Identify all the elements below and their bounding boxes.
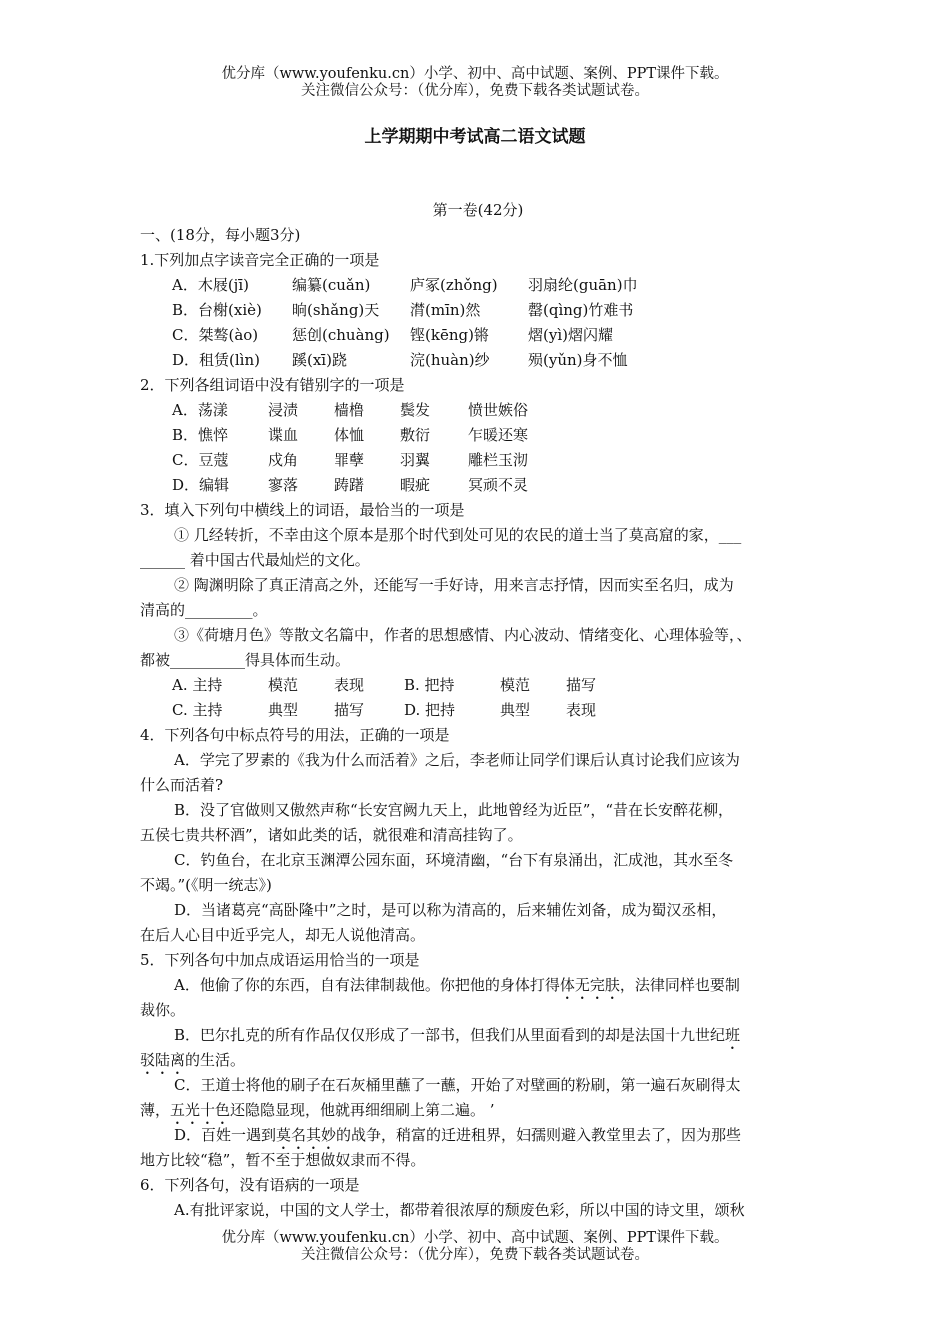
q3-cd-6: 表现 [566, 701, 597, 719]
part-heading: 第一卷(42分) [432, 201, 524, 219]
q3-sentence-2a: ② 陶渊明除了真正清高之外，还能写一手好诗，用来言志抒情，因而实至名归，成为 [174, 576, 734, 594]
q5-c-text-pre: 薄， [140, 1101, 171, 1119]
q2-a-2: 浸渍 [268, 401, 299, 419]
q1-option-d [140, 348, 816, 373]
q1-c-1: C．桀骜(ào) [172, 326, 259, 344]
q5-a-line-2: 裁你。 [140, 1001, 186, 1019]
q5-stem: 5．下列各句中加点成语运用恰当的一项是 [140, 951, 420, 969]
q3-stem: 3．填入下列句中横线上的词语，最恰当的一项是 [140, 501, 465, 519]
q1-option-a [140, 273, 816, 298]
footer-line-1: 优分库（www.youfenku.cn）小学、初中、高中试题、案例、PPT课件下载。 [221, 1230, 729, 1246]
q2-b-2: 谍血 [268, 426, 299, 444]
q2-d-3: 踌躇 [334, 476, 365, 494]
q5-c-idiom: 五光十色 [170, 1101, 231, 1119]
header-line-2: 关注微信公众号：（优分库），免费下载各类试题试卷。 [301, 83, 649, 99]
q4-b-line-1: B．没了官做则又傲然声称“长安宫阙九天上，此地曾经为近臣”，“昔在长安醉花柳， [174, 801, 734, 819]
q1-a-4: 羽扇纶(guān)巾 [528, 276, 638, 294]
q5-c-text-post: 还隐隐显现，他就再细细刷上第二遍。 ’ [230, 1101, 495, 1119]
q2-d-5: 冥顽不灵 [468, 476, 529, 494]
q3-sentence-3a: ③《荷塘月色》等散文名篇中，作者的思想感情、内心波动、情绪变化、心理体验等，、 [174, 626, 752, 644]
q1-d-2: 蹊(xī)跷 [292, 351, 347, 369]
q1-b-3: 潸(mīn)然 [410, 301, 481, 319]
q1-a-2: 编纂(cuǎn) [292, 276, 371, 294]
q3-ab-5: 模范 [500, 676, 531, 694]
header-line-1: 优分库（www.youfenku.cn）小学、初中、高中试题、案例、PPT课件下载。 [221, 66, 729, 82]
q2-d-4: 暇疵 [400, 476, 431, 494]
q5-d-text-pre: D．百姓一遇到 [174, 1126, 277, 1144]
footer-line-2: 关注微信公众号：（优分库），免费下载各类试题试卷。 [301, 1247, 649, 1263]
q3-ab-1: A. 主持 [172, 676, 223, 694]
q3-ab-3: 表现 [334, 676, 365, 694]
q2-a-1: A．荡漾 [172, 401, 228, 419]
q2-c-1: C．豆蔻 [172, 451, 229, 469]
q3-ab-4: B. 把持 [404, 676, 455, 694]
q5-b-text-pre: B．巴尔扎克的所有作品仅仅形成了一部书，但我们从里面看到的却是法国十九世纪 [174, 1026, 726, 1044]
q5-d-idiom: 莫名其妙 [276, 1126, 337, 1144]
q1-d-3: 浣(huàn)纱 [410, 351, 490, 369]
page-header [0, 66, 950, 100]
q5-b-idiom-start: 班 [725, 1026, 741, 1044]
q4-a-line-1: A．学完了罗素的《我为什么而活着》之后，李老师让同学们课后认真讨论我们应该为 [174, 751, 740, 769]
q1-d-4: 殒(yǔn)身不恤 [528, 351, 628, 369]
q4-d-line-1: D．当诸葛亮“高卧隆中”之时，是可以称为清高的，后来辅佐刘备，成为蜀汉丞相， [174, 901, 727, 919]
section-heading: 一、(18分，每小题3分) [140, 226, 301, 244]
q4-a-line-2: 什么而活着? [140, 776, 224, 794]
q1-stem: 1.下列加点字读音完全正确的一项是 [140, 251, 380, 269]
q5-a-text-pre: A．他偷了你的东西，自有法律制裁他。你把他的身体打得 [174, 976, 560, 994]
q3-cd-1: C. 主持 [172, 701, 223, 719]
q1-option-b [140, 298, 816, 323]
q1-option-c [140, 323, 816, 348]
q2-option-d [140, 473, 816, 498]
q3-cd-5: 典型 [500, 701, 531, 719]
q1-b-1: B．台榭(xiè) [172, 301, 262, 319]
q2-b-1: B．憔悴 [172, 426, 229, 444]
q1-c-3: 铿(kēng)锵 [410, 326, 489, 344]
document-title: 上学期期中考试高二语文试题 [364, 127, 586, 147]
q6-stem: 6．下列各句，没有语病的一项是 [140, 1176, 360, 1194]
q3-options-ab [140, 673, 816, 698]
q3-cd-3: 描写 [334, 701, 365, 719]
q5-b-idiom-end: 驳陆离 [140, 1051, 186, 1069]
q4-c-line-1: C．钓鱼台，在北京玉渊潭公园东面，环境清幽，“台下有泉涌出，汇成池，其水至冬 [174, 851, 734, 869]
q2-b-5: 乍暖还寒 [468, 426, 529, 444]
q5-a-text-post: ，法律同样也要制 [619, 976, 740, 994]
q4-c-line-2: 不竭。”(《明一统志》) [140, 876, 272, 894]
q5-b-line-2 [140, 1048, 816, 1073]
q2-b-3: 体恤 [334, 426, 365, 444]
q1-c-4: 熠(yì)熠闪耀 [528, 326, 613, 344]
q3-sentence-3b: 都被__________得具体而生动。 [140, 651, 351, 669]
q2-c-5: 雕栏玉沏 [468, 451, 529, 469]
q2-a-5: 愤世嫉俗 [468, 401, 529, 419]
q5-d-line-1 [140, 1123, 816, 1148]
q4-stem: 4．下列各句中标点符号的用法，正确的一项是 [140, 726, 450, 744]
q2-option-b [140, 423, 816, 448]
q5-b-line-1 [140, 1023, 816, 1048]
q3-cd-2: 典型 [268, 701, 299, 719]
q5-b-text-post: 的生活。 [185, 1051, 246, 1069]
q1-c-2: 惩创(chuàng) [292, 326, 390, 344]
q2-d-2: 寥落 [268, 476, 299, 494]
q1-b-2: 晌(shǎng)天 [292, 301, 380, 319]
q1-a-3: 庐冢(zhǒng) [410, 276, 498, 294]
q3-ab-2: 模范 [268, 676, 299, 694]
q3-options-cd [140, 698, 816, 723]
document-body [140, 198, 816, 1223]
q5-a-idiom: 体无完肤 [559, 976, 620, 994]
q1-a-1: A．木屐(jī) [172, 276, 249, 294]
q3-sentence-1b: ______ 着中国古代最灿烂的文化。 [140, 551, 370, 569]
q4-d-line-2: 在后人心目中近乎完人，却无人说他清高。 [140, 926, 426, 944]
q6-a-line-1: A.有批评家说，中国的文人学士，都带着很浓厚的颓废色彩，所以中国的诗文里，颂秋 [174, 1201, 745, 1219]
q1-b-4: 罄(qìng)竹难书 [528, 301, 634, 319]
q5-d-text-post: 的战争，稍富的迁进租界，妇孺则避入教堂里去了，因为那些 [336, 1126, 742, 1144]
q2-stem: 2．下列各组词语中没有错别字的一项是 [140, 376, 405, 394]
q5-c-line-1: C．王道士将他的刷子在石灰桶里蘸了一蘸，开始了对壁画的粉刷，第一遍石灰刷得太 [174, 1076, 741, 1094]
q2-c-2: 戍角 [268, 451, 299, 469]
q5-d-line-2: 地方比较“稳”，暂不至于想做奴隶而不得。 [140, 1151, 426, 1169]
page-footer [0, 1230, 950, 1264]
q4-b-line-2: 五侯七贵共杯酒”，诸如此类的话，就很难和清高挂钩了。 [140, 826, 523, 844]
q3-ab-6: 描写 [566, 676, 597, 694]
q3-sentence-2b: 清高的_________。 [140, 601, 268, 619]
q2-b-4: 敷衍 [400, 426, 431, 444]
q2-c-3: 罪孽 [334, 451, 365, 469]
q2-d-1: D．编辑 [172, 476, 230, 494]
q5-c-line-2 [140, 1098, 816, 1123]
q2-c-4: 羽翼 [400, 451, 431, 469]
q5-a-line-1 [140, 973, 816, 998]
q2-option-a [140, 398, 816, 423]
q1-d-1: D．租赁(lìn) [172, 351, 260, 369]
q2-a-4: 鬓发 [400, 401, 431, 419]
q2-a-3: 樯橹 [334, 401, 365, 419]
q3-sentence-1a: ① 几经转折，不幸由这个原本是那个时代到处可见的农民的道士当了莫高窟的家，___ [174, 526, 742, 544]
q3-cd-4: D. 把持 [404, 701, 456, 719]
q2-option-c [140, 448, 816, 473]
